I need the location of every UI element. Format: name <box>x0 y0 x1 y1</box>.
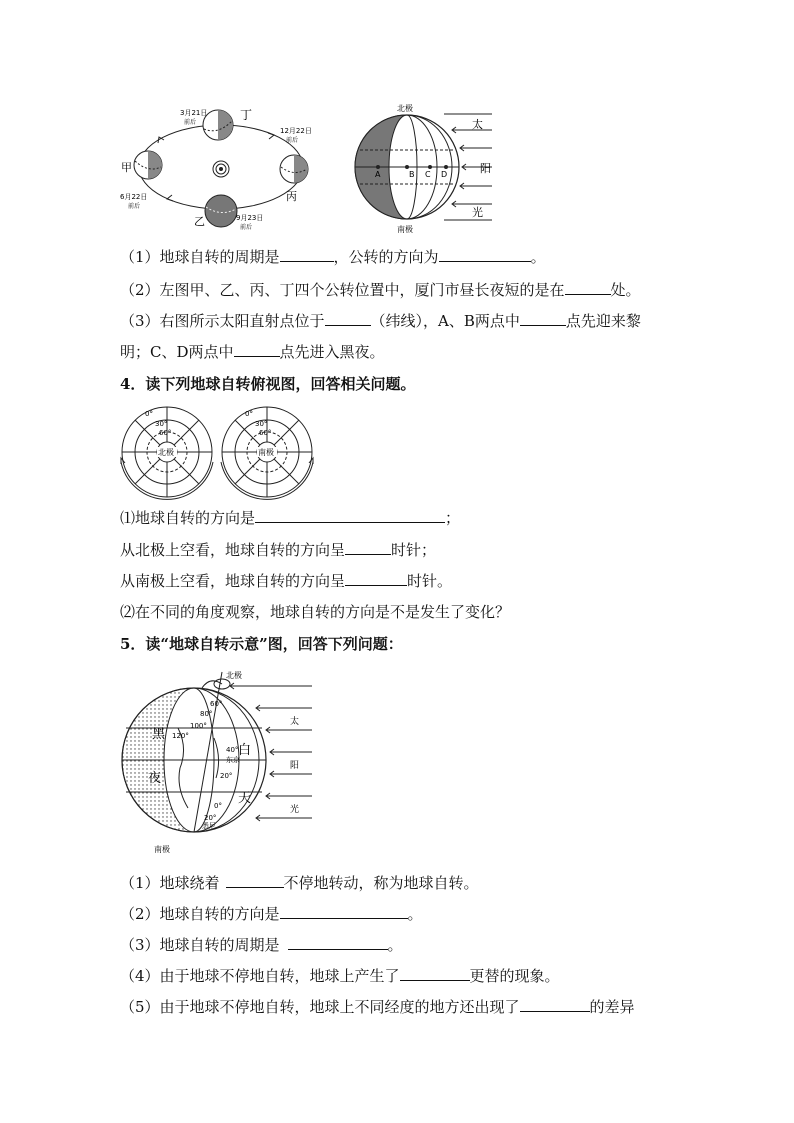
svg-text:丙: 丙 <box>286 190 297 203</box>
svg-text:0°: 0° <box>245 410 253 418</box>
north-polar-view <box>121 407 213 499</box>
svg-text:前后: 前后 <box>128 203 141 210</box>
earth-jia <box>134 151 162 179</box>
q4-title: 4．读下列地球自转俯视图，回答相关问题。 <box>120 375 416 393</box>
svg-text:南极: 南极 <box>154 845 170 854</box>
svg-text:9月23日: 9月23日 <box>236 214 264 222</box>
q5-line3: （3）地球自转的周期是 。 <box>120 936 403 954</box>
answer-blank[interactable] <box>520 311 566 326</box>
svg-text:100°: 100° <box>190 722 207 730</box>
svg-text:阳: 阳 <box>480 162 491 175</box>
svg-text:C: C <box>425 170 431 179</box>
earth-ding <box>203 110 233 140</box>
svg-text:甲: 甲 <box>121 161 132 174</box>
q4-line3: 从南极上空看，地球自转的方向呈 时针。 <box>120 572 453 590</box>
svg-text:光: 光 <box>472 206 483 219</box>
answer-blank[interactable] <box>280 904 408 919</box>
svg-text:60°: 60° <box>159 429 172 437</box>
svg-text:前后: 前后 <box>286 137 299 144</box>
svg-text:乙: 乙 <box>194 215 205 228</box>
earth-bing <box>280 155 308 183</box>
svg-text:前后: 前后 <box>240 224 253 231</box>
answer-blank[interactable] <box>565 280 611 295</box>
q5-title: 5．读“地球自转示意”图，回答下列问题： <box>120 635 403 653</box>
svg-text:白: 白 <box>238 743 252 758</box>
svg-text:B: B <box>409 170 415 179</box>
q4-line4: ⑵在不同的角度观察，地球自转的方向是不是发生了变化？ <box>120 603 511 621</box>
svg-text:40°: 40° <box>226 746 239 754</box>
answer-blank[interactable] <box>234 342 280 357</box>
svg-text:20°: 20° <box>204 814 217 822</box>
svg-text:北极: 北极 <box>397 104 413 113</box>
q4-line2: 从北极上空看，地球自转的方向呈 时针； <box>120 541 437 559</box>
svg-text:前后: 前后 <box>184 119 197 126</box>
q5-line1: （1）地球绕着 不停地转动，称为地球自转。 <box>120 874 479 892</box>
svg-text:A: A <box>375 170 381 179</box>
svg-text:悉尼: 悉尼 <box>202 822 216 830</box>
earth-yi <box>205 195 237 227</box>
svg-text:太: 太 <box>472 118 483 131</box>
answer-blank[interactable] <box>400 966 470 981</box>
q5-line4: （4）由于地球不停地自转，地球上产生了 更替的现象。 <box>120 967 560 985</box>
svg-text:丁: 丁 <box>240 108 253 122</box>
svg-text:0°: 0° <box>145 410 153 418</box>
answer-blank[interactable] <box>226 873 284 888</box>
answer-blank[interactable] <box>520 997 590 1012</box>
svg-text:30°: 30° <box>155 420 168 428</box>
svg-text:20°: 20° <box>220 772 233 780</box>
svg-text:东京: 东京 <box>226 756 240 764</box>
orbit-diagram <box>118 103 334 235</box>
svg-text:太: 太 <box>290 717 300 727</box>
q3-line2: （2）左图甲、乙、丙、丁四个公转位置中，厦门市昼长夜短的是在 处。 <box>120 281 641 299</box>
svg-text:光: 光 <box>290 805 300 815</box>
answer-blank[interactable] <box>325 311 371 326</box>
svg-text:北极: 北极 <box>158 448 174 457</box>
svg-text:天: 天 <box>238 791 252 806</box>
svg-text:6月22日: 6月22日 <box>120 193 148 201</box>
sunlight-diagram <box>352 100 502 236</box>
answer-blank[interactable] <box>345 571 407 586</box>
q5-line2: （2）地球自转的方向是 。 <box>120 905 423 923</box>
svg-text:D: D <box>441 170 448 179</box>
polar-view-diagram <box>117 402 327 502</box>
svg-text:0°: 0° <box>214 802 222 810</box>
svg-text:南极: 南极 <box>397 225 413 234</box>
svg-text:60°: 60° <box>259 429 272 437</box>
svg-text:南极: 南极 <box>258 448 274 457</box>
south-polar-view <box>221 407 313 499</box>
q4-line1: ⑴地球自转的方向是 ； <box>120 509 461 527</box>
q3-line3: （3）右图所示太阳直射点位于 （纬线），A、B两点中 点先迎来黎 <box>120 312 641 330</box>
svg-text:60°: 60° <box>210 700 223 708</box>
answer-blank[interactable] <box>345 540 391 555</box>
answer-blank[interactable] <box>280 247 334 262</box>
svg-text:120°: 120° <box>172 732 189 740</box>
svg-text:北极: 北极 <box>226 671 242 680</box>
q3-line4: 明；C、D两点中 点先进入黑夜。 <box>120 343 385 361</box>
svg-text:阳: 阳 <box>290 761 300 771</box>
svg-text:3月21日: 3月21日 <box>180 109 208 117</box>
answer-blank[interactable] <box>288 935 388 950</box>
svg-text:30°: 30° <box>255 420 268 428</box>
answer-blank[interactable] <box>439 247 531 262</box>
q5-line5: （5）由于地球不停地自转，地球上不同经度的地方还出现了 的差异 <box>120 998 635 1016</box>
svg-text:黑: 黑 <box>152 727 166 742</box>
q3-line1: （1）地球自转的周期是 ，公转的方向为 。 <box>120 248 546 266</box>
svg-text:12月22日: 12月22日 <box>280 127 312 135</box>
answer-blank[interactable] <box>255 508 445 523</box>
svg-text:80°: 80° <box>200 710 213 718</box>
svg-text:夜: 夜 <box>148 771 162 786</box>
earth-rotation-diagram <box>118 668 318 858</box>
